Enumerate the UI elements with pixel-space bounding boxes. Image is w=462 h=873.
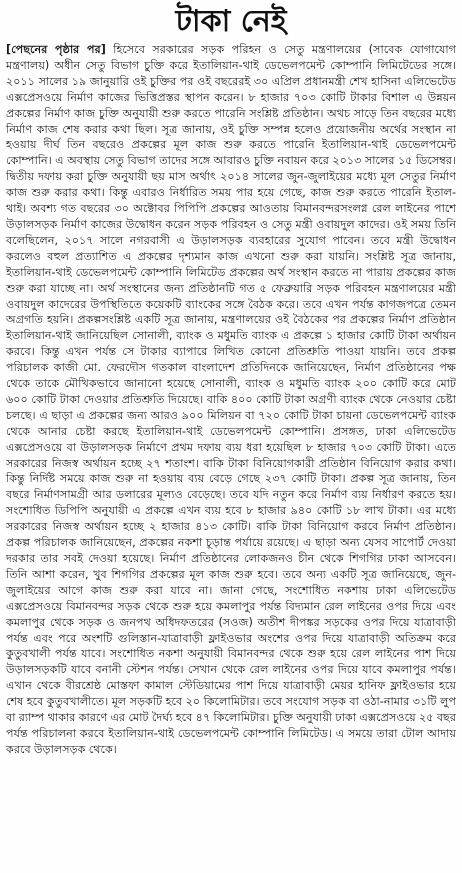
article-headline: টাকা নেই — [175, 4, 287, 39]
article-body-text: হিসেবে সরকারের সড়ক পরিহন ও সেতু মন্ত্রণালয়ের (সাবেক যোগাযোগ মন্ত্রণালয়) অধীন সেতু বিভাগ চুক্তি করে ইতালিয়ান-থাই ডেভেলপমেন্ট কোম্পানি লিমিটেডের সঙ্গে। ২০১১ সালের ১৯ জানুয়ারি ওই চুক্তির পর ওই বছরেরই ৩০ এপ্রিল প্রধানমন্ত্রী শেখ হাসিনা এলিভেটেড এক্সপ্রেসওয়ে নির্মাণ কাজের ভিত্তিপ্রস্তর স্থাপন করেন। ৮ হাজার ৭০৩ কোটি টাকার বিশাল এ উন্নয়ন প্রকল্পের নির্মাণ কাজ চুক্তি অনুযায়ী শুরু করতে পারেনি সংশ্লিষ্ট প্রতিষ্ঠান। অথচ সাড়ে তিন বছরের মধ্যে নির্মাণ কাজ শেষ করার কথা ছিল। সূত্র জানায়, ওই চুক্তি সম্পন্ন হলেও প্রয়োজনীয় অর্থের সংস্থান না হওয়ায় দীর্ঘ তিন বছরেও প্রকল্পের মূল কাজ শুরু করতে পারেনি ইতালিয়ান-থাই ডেভেলপমেন্ট কোম্পানি। এ অবস্থায় সেতু বিভাগ তাদের সঙ্গে আবারও চুক্তি নবায়ন করে ২০১৩ সালের ১৫ ডিসেম্বর। দ্বিতীয় দফায় করা চুক্তি অনুযায়ী ছয় মাস অর্থাৎ ২০১৪ সালের জুন-জুলাইয়ের মধ্যে মূল সেতুর নির্মাণ কাজ শুরু করার কথা। কিন্তু এবারও নির্ধারিত সময় পার হয়ে গেছে, কাজ শুরু করতে পারেনি ইতাল-থাই। অবশ্য গত বছরের ৩০ অক্টোবর পিপিপি প্রকল্পের আওতায় বিমানবন্দরসংলগ্ন রেল লাইনের পাশে উড়ালসড়ক নির্মাণ কাজের উদ্বোধন করেন সড়ক পরিবহন ও সেতু মন্ত্রী ওবায়দুল কাদের। ওই সময় তিনি বলেছিলেন, ২০১৭ সালে নগরবাসী এ উড়ালসড়ক ব্যবহারের সুযোগ পাবেন। তবে মন্ত্রী উদ্বোধন করলেও বহুল প্রত্যাশিত এ প্রকল্পের দৃশ্যমান কাজ এখনো শুরু করা যায়নি। সংশ্লিষ্ট সূত্র জানায়, ইতালিয়ান-থাই ডেভেলপমেন্ট কোম্পানি লিমিটেড প্রকল্পের অর্থ সংস্থান করতে না পারায় প্রকল্পের কাজ শুরু করা যাচ্ছে না। অর্থ সংস্থানের জন্য প্রতিষ্ঠানটি গত ৫ ফেব্রুয়ারি সড়ক পরিবহন মন্ত্রণালয়ের মন্ত্রী ওবায়দুল কাদেরের উপস্থিতিতে কয়েকটি ব্যাংকের সঙ্গে বৈঠক করে। তবে এখন পর্যন্ত কাগজপত্রে তেমন অগ্রগতি হয়নি। প্রকল্পসংশ্লিষ্ট একটি সূত্র জানায়, মন্ত্রণালয়ের ওই বৈঠকের পর প্রকল্পের নির্মাণ প্রতিষ্ঠান ইতালিয়ান-থাই জানিয়েছিল সোনালী, ব্যাংক ও মধুমতি ব্যাংক এ প্রকল্পে ১ হাজার কোটি টাকা অর্থায়ন করবে। কিন্তু এখন পর্যন্ত সে টাকার ব্যাপারে লিখিত কোনো প্রতিশ্রুতি পাওয়া যায়নি। তবে প্রকল্প পরিচালক কাজী মো. ফেরদৌস গতকাল বাংলাদেশ প্রতিদিনকে জানিয়েছেন, নির্মাণ প্রতিষ্ঠানের পক্ষ থেকে তাকে মৌখিকভাবে জানানো হয়েছে সোনালী, ব্যাংক ও মধুমতি ব্যাংক ২০০ কোটি করে মোট ৬০০ কোটি টাকা দেওয়ার প্রতিশ্রুতি দিয়েছে। বাকি ৪০০ কোটি টাকা অগ্রণী ব্যাংক থেকে নেওয়ার চেষ্টা চলছে। এ ছাড়া এ প্রকল্পের জন্য আরও ৯০০ মিলিয়ন বা ৭২০ কোটি টাকা চায়না ডেভেলপমেন্ট ব্যাংক থেকে আনার চেষ্টা করছে ইতালিয়ান-থাই ডেভেলপমেন্ট কোম্পানি। প্রসঙ্গত, ঢাকা এলিভেটেড এক্সপ্রেসওয়ে বা উড়ালসড়ক নির্মাণে প্রথম দফায় ব্যয় ধরা হয়েছিল ৮ হাজার ৭০৩ কোটি টাকা। এতে সরকারের নিজস্ব অর্থায়ন হচ্ছে ২৭ শতাংশ। বাকি টাকা বিনিয়োগকারী প্রতিষ্ঠান বিনিয়োগ করার কথা। কিন্তু নির্দিষ্ট সময়ে কাজ শুরু না হওয়ায় ব্যয় বেড়ে গেছে ২৩৭ কোটি টাকা। প্রকল্প সূত্র জানায়, তিন বছরে নির্মাণসামগ্রী আর ডলারের মূল্যও বেড়েছে। তবে যদি নতুন করে নির্মাণ ব্যয় নির্ধারণ করতে হয়। সংশোধিত ডিপিপি অনুযায়ী এ প্রকল্পে এখন ব্যয় হবে ৮ হাজার ৯৪০ কোটি ১৮ লাখ টাকা। এর মধ্যে সরকারের নিজস্ব অর্থায়ন হচ্ছে ২ হাজার ৪১৩ কোটি। বাকি টাকা বিনিয়োগ করবে নির্মাণ প্রতিষ্ঠান। প্রকল্প পরিচালক জানিয়েছেন, প্রকল্পের নকশা চূড়ান্ত পর্যায়ে রয়েছে। এ ছাড়া অন্য যেসব সাপোর্ট দেওয়া দরকার তার সবই দেওয়া হয়েছে। নির্মাণ প্রতিষ্ঠানের লোকজনও চীন থেকে শিগগির ঢাকা আসবেন। তিনি আশা করেন, খুব শিগগির প্রকল্পের মূল কাজ শুরু হবে। তবে অন্য একটি সূত্র জানিয়েছে, জুন-জুলাইয়ের আগে কাজ শুরু করা যাবে না। জানা গেছে, সংশোধিত নকশায় ঢাকা এলিভেটেড এক্সপ্রেসওয়ে বিমানবন্দর সড়ক থেকে শুরু হয়ে কমলাপুর পর্যন্ত বিদ্যমান রেল লাইনের ওপর দিয়ে এবং কমলাপুর থেকে সড়ক ও জনপথ অধিদফতরের (সওজ) অতীশ দীপঙ্কর সড়কের ওপর দিয়ে যাত্রাবাড়ী পর্যন্ত এবং পরে অংশটি গুলিস্তান-যাত্রাবাড়ী ফ্লাইওভার অংশের ওপর দিয়ে যাত্রাবাড়ী অতিক্রম করে কুতুবখালী পর্যন্ত যাবে। সংশোধিত নকশা অনুযায়ী বিমানবন্দর থেকে শুরু হয়ে রেল লাইনের পাশ দিয়ে উড়ালসড়কটি যাবে বনানী স্টেশন পর্যন্ত। সেখান থেকে রেল লাইনের ওপর দিয়ে যাবে কমলাপুর পর্যন্ত। এখান থেকে বীরশ্রেষ্ঠ মোস্তফা কামাল স্টেডিয়ামের পাশ দিয়ে যাত্রাবাড়ী মেয়র হানিফ ফ্লাইওভার হয়ে শেষ হবে কুতুবখালীতে। মূল সড়কটি হবে ২০ কিলোমিটার। তবে সংযোগ সড়ক বা ওঠা-নামার ৩১টি লুপ বা র‌্যাম্প থাকার কারণে এর মোট দৈর্ঘ্য হবে ৪৭ কিলোমিটার। চুক্তি অনুযায়ী ঢাকা এক্সপ্রেসওয়ে ২৫ বছর পর্যন্ত পরিচালনা করবে ইতালিয়ান-থাই ডেভেলপমেন্ট কোম্পানি লিমিটেড। এ সময়ে তারা টোল আদায় করবে উড়ালসড়ক থেকে। — [6, 43, 456, 756]
article-body — [6, 42, 456, 758]
article-lead: [পেছনের পৃষ্ঠার পর] — [6, 43, 106, 56]
